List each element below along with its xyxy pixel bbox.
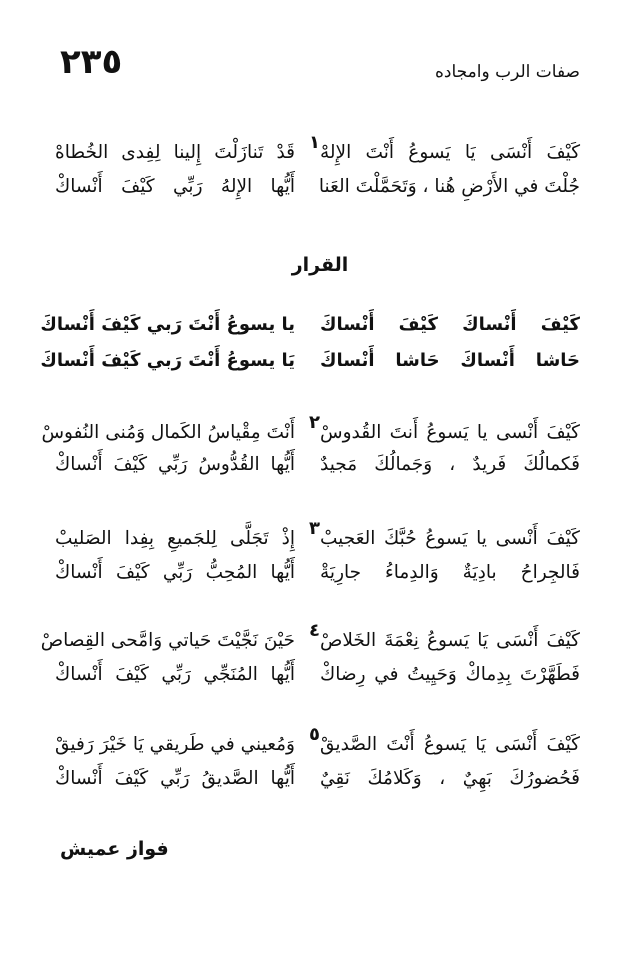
page-number: ٢٣٥	[60, 42, 123, 82]
stanza-number: ١	[309, 132, 320, 153]
verse-line: أَيُّها القُدُّوسُ رَبِّي كَيْفَ أَنْساكْ	[55, 454, 295, 475]
verse-line: إِذْ تَجَلَّى لِلجَميعِ بِفِدا الصَليبْ	[55, 528, 295, 549]
verse-line: كَيْفَ أَنْسى يا يَسوعُ أَنتَ القُدوسْ	[320, 422, 580, 443]
chorus-line: كَيْفَ أَنْساكَ كَيْفَ أَنْساكَ	[320, 314, 580, 335]
author-name: فواز عميش	[60, 838, 169, 860]
verse-line: فَكمالُكَ فَريدٌ ، وَجَمالُكَ مَجيدٌ	[320, 454, 580, 475]
section-title: صفات الرب وامجاده	[435, 62, 580, 82]
verse-line: كَيْفَ أَنْسى يا يَسوعُ حُبَّكَ العَجيبْ	[320, 528, 580, 549]
verse-line: كَيْفَ أَنْسَى يَا يَسوعُ أَنْتَ الصَّديقْ	[320, 734, 580, 755]
chorus-title: القرار	[291, 254, 349, 276]
verse-line: وَمُعيني في طَريقي يَا خَيْرَ رَفيقْ	[55, 734, 295, 755]
verse-line: كَيْفَ أَنْسَى يَا يَسوعُ نِعْمَةَ الخَلاصْ	[320, 630, 580, 651]
chorus-line: حَاشا أَنْساكَ حَاشا أَنْساكَ	[320, 350, 580, 371]
verse-line: أَيُّها المُحِبُّ رَبِّي كَيْفَ أَنْساكْ	[55, 562, 295, 583]
verse-line: قَدْ تَنازَلْتَ إِلينا لِفِدى الخُطاهْ	[55, 142, 295, 163]
verse-line: أَيُّها الصَّديقُ رَبِّي كَيْفَ أَنْساكْ	[55, 768, 295, 789]
verse-line: فَطَهَّرْتَ بِدِماكْ وَحَيِيتُ في رِضاكْ	[320, 664, 580, 685]
verse-line: فَحُضورُكَ بَهِيٌ ، وَكَلامُكَ نَقِيٌ	[320, 768, 580, 789]
verse-line: حَيْنَ نَجَّيْتَ حَياتي وَامَّحى القِصاصْ	[40, 630, 295, 651]
chorus-line: يَا يسوعُ أَنْتَ رَبي كَيْفَ أَنْساكَ	[40, 350, 295, 371]
stanza-number: ٣	[309, 518, 320, 539]
stanza-number: ٢	[309, 412, 320, 433]
verse-line: أَنْتَ مِقْياسُ الكَمال وَمُنى النُفوسْ	[41, 422, 295, 443]
verse-line: أَيُّها المُنَجِّي رَبِّي كَيْفَ أَنْساكْ	[55, 664, 295, 685]
stanza-number: ٥	[309, 724, 320, 745]
chorus-line: يا يسوعُ أَنْتَ رَبي كَيْفَ أَنْساكَ	[40, 314, 295, 335]
verse-line: فَالجِراحُ بادِيَةٌ وَالدِماءُ جارِيَةْ	[320, 562, 580, 583]
verse-line: جُلْتَ في الأَرْضِ هُنا ، وَتَحَمَّلْتَ العَنا	[318, 176, 580, 197]
verse-line: أَيُّها الإِلهُ رَبِّي كَيْفَ أَنْساكْ	[55, 176, 295, 197]
verse-line: كَيْفَ أَنْسَى يَا يَسوعُ أَنْتَ الإِلهْ	[320, 142, 580, 163]
stanza-number: ٤	[309, 620, 320, 641]
